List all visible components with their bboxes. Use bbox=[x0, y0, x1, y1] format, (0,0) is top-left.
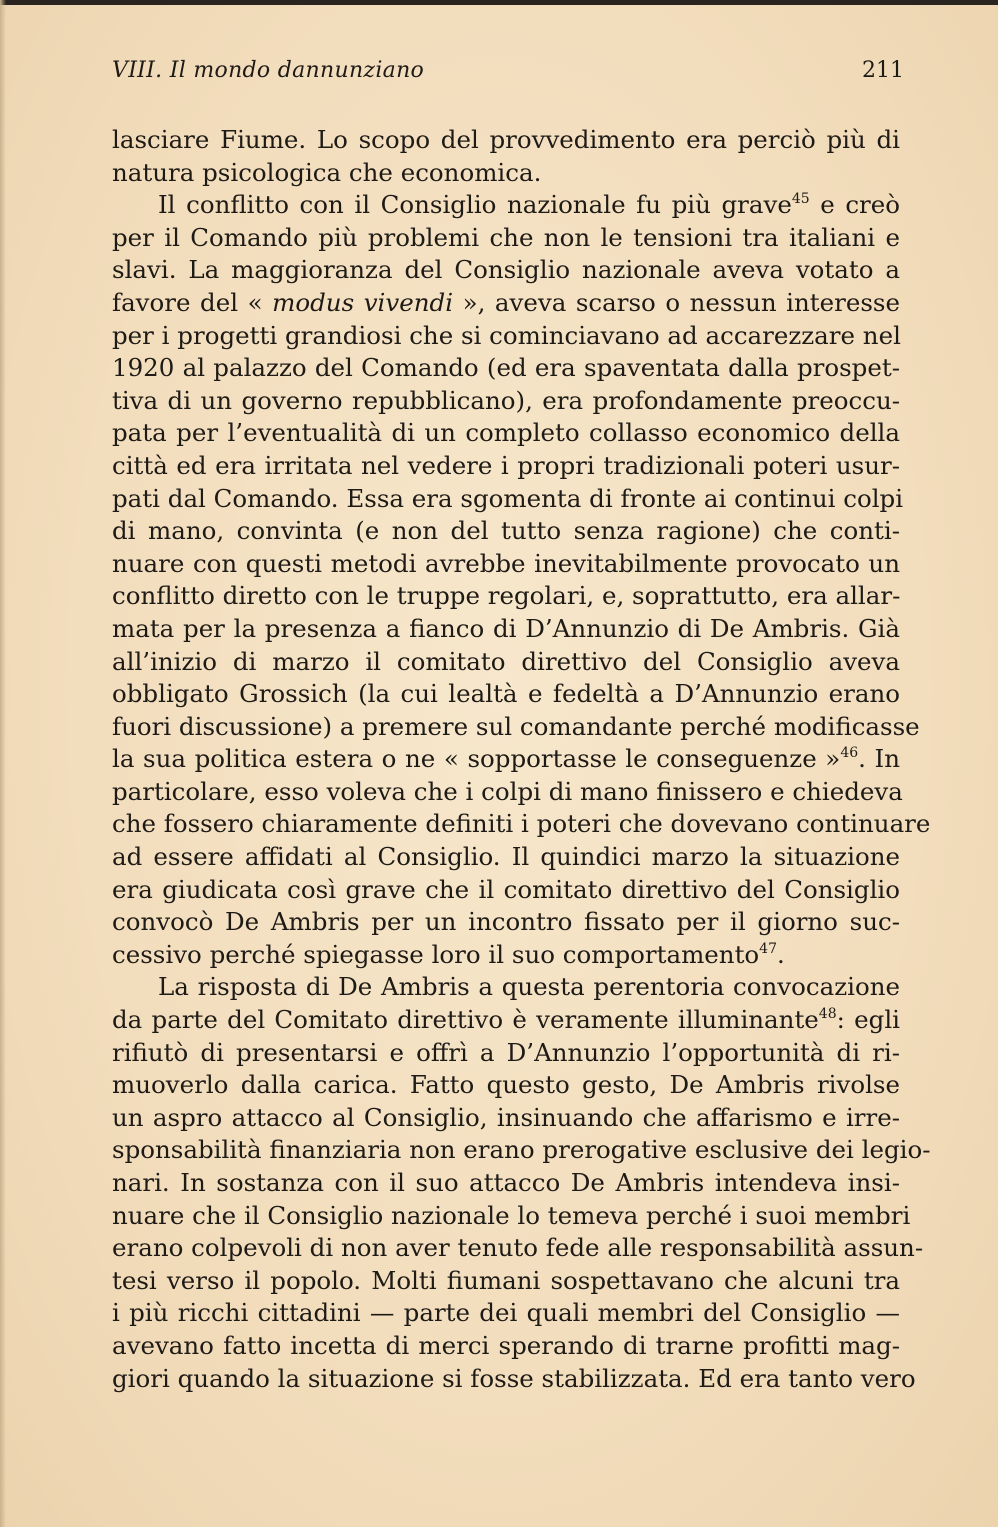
text-line bbox=[112, 711, 920, 744]
text-span: che fossero chiaramente definiti i poteri che dovevano continuare bbox=[112, 809, 931, 839]
text-span: muoverlo dalla carica. Fatto questo gesto, De Ambris rivolse bbox=[112, 1070, 900, 1100]
text-line bbox=[112, 385, 900, 418]
text-line bbox=[112, 515, 900, 548]
text-span: nari. In sostanza con il suo attacco De Ambris intendeva insi- bbox=[112, 1168, 900, 1197]
text-span: la sua politica estera o ne « sopportasse le conseguenze » bbox=[112, 744, 841, 774]
text-line bbox=[112, 646, 900, 679]
text-span: per i progetti grandiosi che si cominciavano ad accarezzare nel bbox=[112, 320, 901, 350]
text-line bbox=[112, 1200, 911, 1233]
text-line bbox=[112, 124, 900, 157]
text-span: i più ricchi cittadini — parte dei quali membri del Consiglio — bbox=[112, 1298, 900, 1328]
text-span: tiva di un governo repubblicano), era profondamente preoccu- bbox=[112, 385, 900, 415]
footnote-ref: 46 bbox=[840, 745, 859, 762]
text-line bbox=[112, 450, 900, 483]
text-line bbox=[112, 1069, 900, 1102]
text-line bbox=[112, 417, 900, 450]
text-span: pati dal Comando. Essa era sgomenta di fronte ai continui colpi bbox=[112, 483, 904, 513]
text-span: : egli bbox=[836, 1005, 900, 1035]
text-line bbox=[112, 1102, 900, 1135]
text-line bbox=[112, 548, 900, 581]
text-line bbox=[112, 483, 904, 516]
text-span: un aspro attacco al Consiglio, insinuando che affarismo e irre- bbox=[112, 1102, 900, 1132]
text-span: cessivo perché spiegasse loro il suo comportamento bbox=[112, 939, 760, 969]
text-line bbox=[112, 678, 900, 711]
text-span: », aveva scarso o nessun interesse bbox=[453, 287, 900, 317]
text-line bbox=[112, 320, 900, 353]
text-span: particolare, esso voleva che i colpi di mano finissero e chiedeva bbox=[112, 776, 903, 806]
text-line bbox=[112, 808, 931, 841]
page-edge-shadow bbox=[0, 0, 6, 1527]
text-span: fuori discussione) a premere sul comandante perché modificasse bbox=[112, 711, 920, 741]
text-line bbox=[112, 613, 900, 646]
text-span: nuare con questi metodi avrebbe inevitabilmente provocato un bbox=[112, 548, 900, 578]
text-span: nuare che il Consiglio nazionale lo temeva perché i suoi membri bbox=[112, 1200, 911, 1230]
text-line bbox=[112, 287, 900, 320]
text-span: rifiutò di presentarsi e offrì a D’Annunzio l’opportunità di ri- bbox=[112, 1037, 900, 1067]
text-line bbox=[112, 1363, 916, 1396]
text-line bbox=[112, 352, 900, 385]
text-line bbox=[112, 222, 900, 255]
text-span: all’inizio di marzo il comitato direttivo del Consiglio aveva bbox=[112, 646, 900, 676]
text-span: per il Comando più problemi che non le tensioni tra italiani e bbox=[112, 222, 900, 252]
text-line bbox=[112, 1297, 900, 1330]
text-line bbox=[112, 1167, 900, 1200]
text-span: conflitto diretto con le truppe regolari, e, soprattutto, era allar- bbox=[112, 581, 901, 611]
text-span: slavi. La maggioranza del Consiglio nazionale aveva votato a bbox=[112, 255, 900, 285]
text-line bbox=[112, 939, 900, 972]
text-span: di mano, convinta (e non del tutto senza ragione) che conti- bbox=[112, 516, 900, 546]
italic-text: modus vivendi bbox=[272, 287, 454, 317]
text-span: natura psicologica che economica. bbox=[112, 157, 542, 187]
text-line bbox=[112, 776, 903, 809]
footnote-ref: 47 bbox=[759, 940, 777, 957]
text-line bbox=[112, 841, 900, 874]
text-span: ad essere affidati al Consiglio. Il quindici marzo la situazione bbox=[112, 842, 900, 872]
text-span: città ed era irritata nel vedere i propri tradizionali poteri usur- bbox=[112, 450, 900, 480]
text-span: La risposta di De Ambris a questa perentoria convocazione bbox=[158, 972, 900, 1002]
text-span: sponsabilità finanziaria non erano prerogative esclusive dei legio- bbox=[112, 1135, 931, 1165]
running-title: VIII. Il mondo dannunziano bbox=[112, 58, 425, 83]
text-line bbox=[112, 1037, 900, 1070]
top-rule bbox=[0, 0, 998, 5]
text-line bbox=[112, 157, 900, 190]
text-span: 1920 al palazzo del Comando (ed era spaventata dalla prospet- bbox=[112, 353, 900, 383]
text-line bbox=[112, 1265, 900, 1298]
text-span: da parte del Comitato direttivo è veramente illuminante bbox=[112, 1005, 819, 1035]
text-line bbox=[112, 1134, 931, 1167]
text-line bbox=[112, 254, 900, 287]
body-text bbox=[112, 124, 931, 1395]
text-line bbox=[112, 743, 900, 776]
page-header bbox=[112, 58, 904, 83]
text-span: giori quando la situazione si fosse stabilizzata. Ed era tanto vero bbox=[112, 1363, 916, 1393]
text-span: lasciare Fiume. Lo scopo del provvedimento era perciò più di bbox=[112, 125, 900, 154]
text-span: Il conflitto con il Consiglio nazionale fu più grave bbox=[158, 190, 792, 220]
footnote-ref: 48 bbox=[818, 1006, 837, 1023]
text-line bbox=[112, 971, 900, 1004]
text-span: pata per l’eventualità di un completo collasso economico della bbox=[112, 418, 900, 448]
text-line bbox=[112, 874, 900, 907]
text-line bbox=[112, 189, 900, 222]
text-span: e creò bbox=[809, 190, 900, 220]
text-span: . In bbox=[858, 744, 900, 774]
page-number: 211 bbox=[862, 58, 904, 83]
text-line bbox=[112, 1232, 924, 1265]
text-line bbox=[112, 1330, 900, 1363]
text-span: obbligato Grossich (la cui lealtà e fedeltà a D’Annunzio erano bbox=[112, 679, 900, 709]
text-span: era giudicata così grave che il comitato direttivo del Consiglio bbox=[112, 874, 900, 904]
text-line bbox=[112, 1004, 900, 1037]
text-span: erano colpevoli di non aver tenuto fede alle responsabilità assun- bbox=[112, 1233, 924, 1263]
footnote-ref: 45 bbox=[791, 191, 810, 208]
text-span: avevano fatto incetta di merci sperando di trarne profitti mag- bbox=[112, 1330, 900, 1360]
text-line bbox=[112, 580, 900, 613]
text-span: convocò De Ambris per un incontro fissato per il giorno suc- bbox=[112, 907, 900, 937]
text-span: tesi verso il popolo. Molti fiumani sospettavano che alcuni tra bbox=[112, 1265, 900, 1295]
text-line bbox=[112, 906, 900, 939]
text-span: . bbox=[777, 939, 785, 969]
text-span: favore del « bbox=[112, 287, 273, 317]
text-span: mata per la presenza a fianco di D’Annunzio di De Ambris. Già bbox=[112, 613, 900, 643]
